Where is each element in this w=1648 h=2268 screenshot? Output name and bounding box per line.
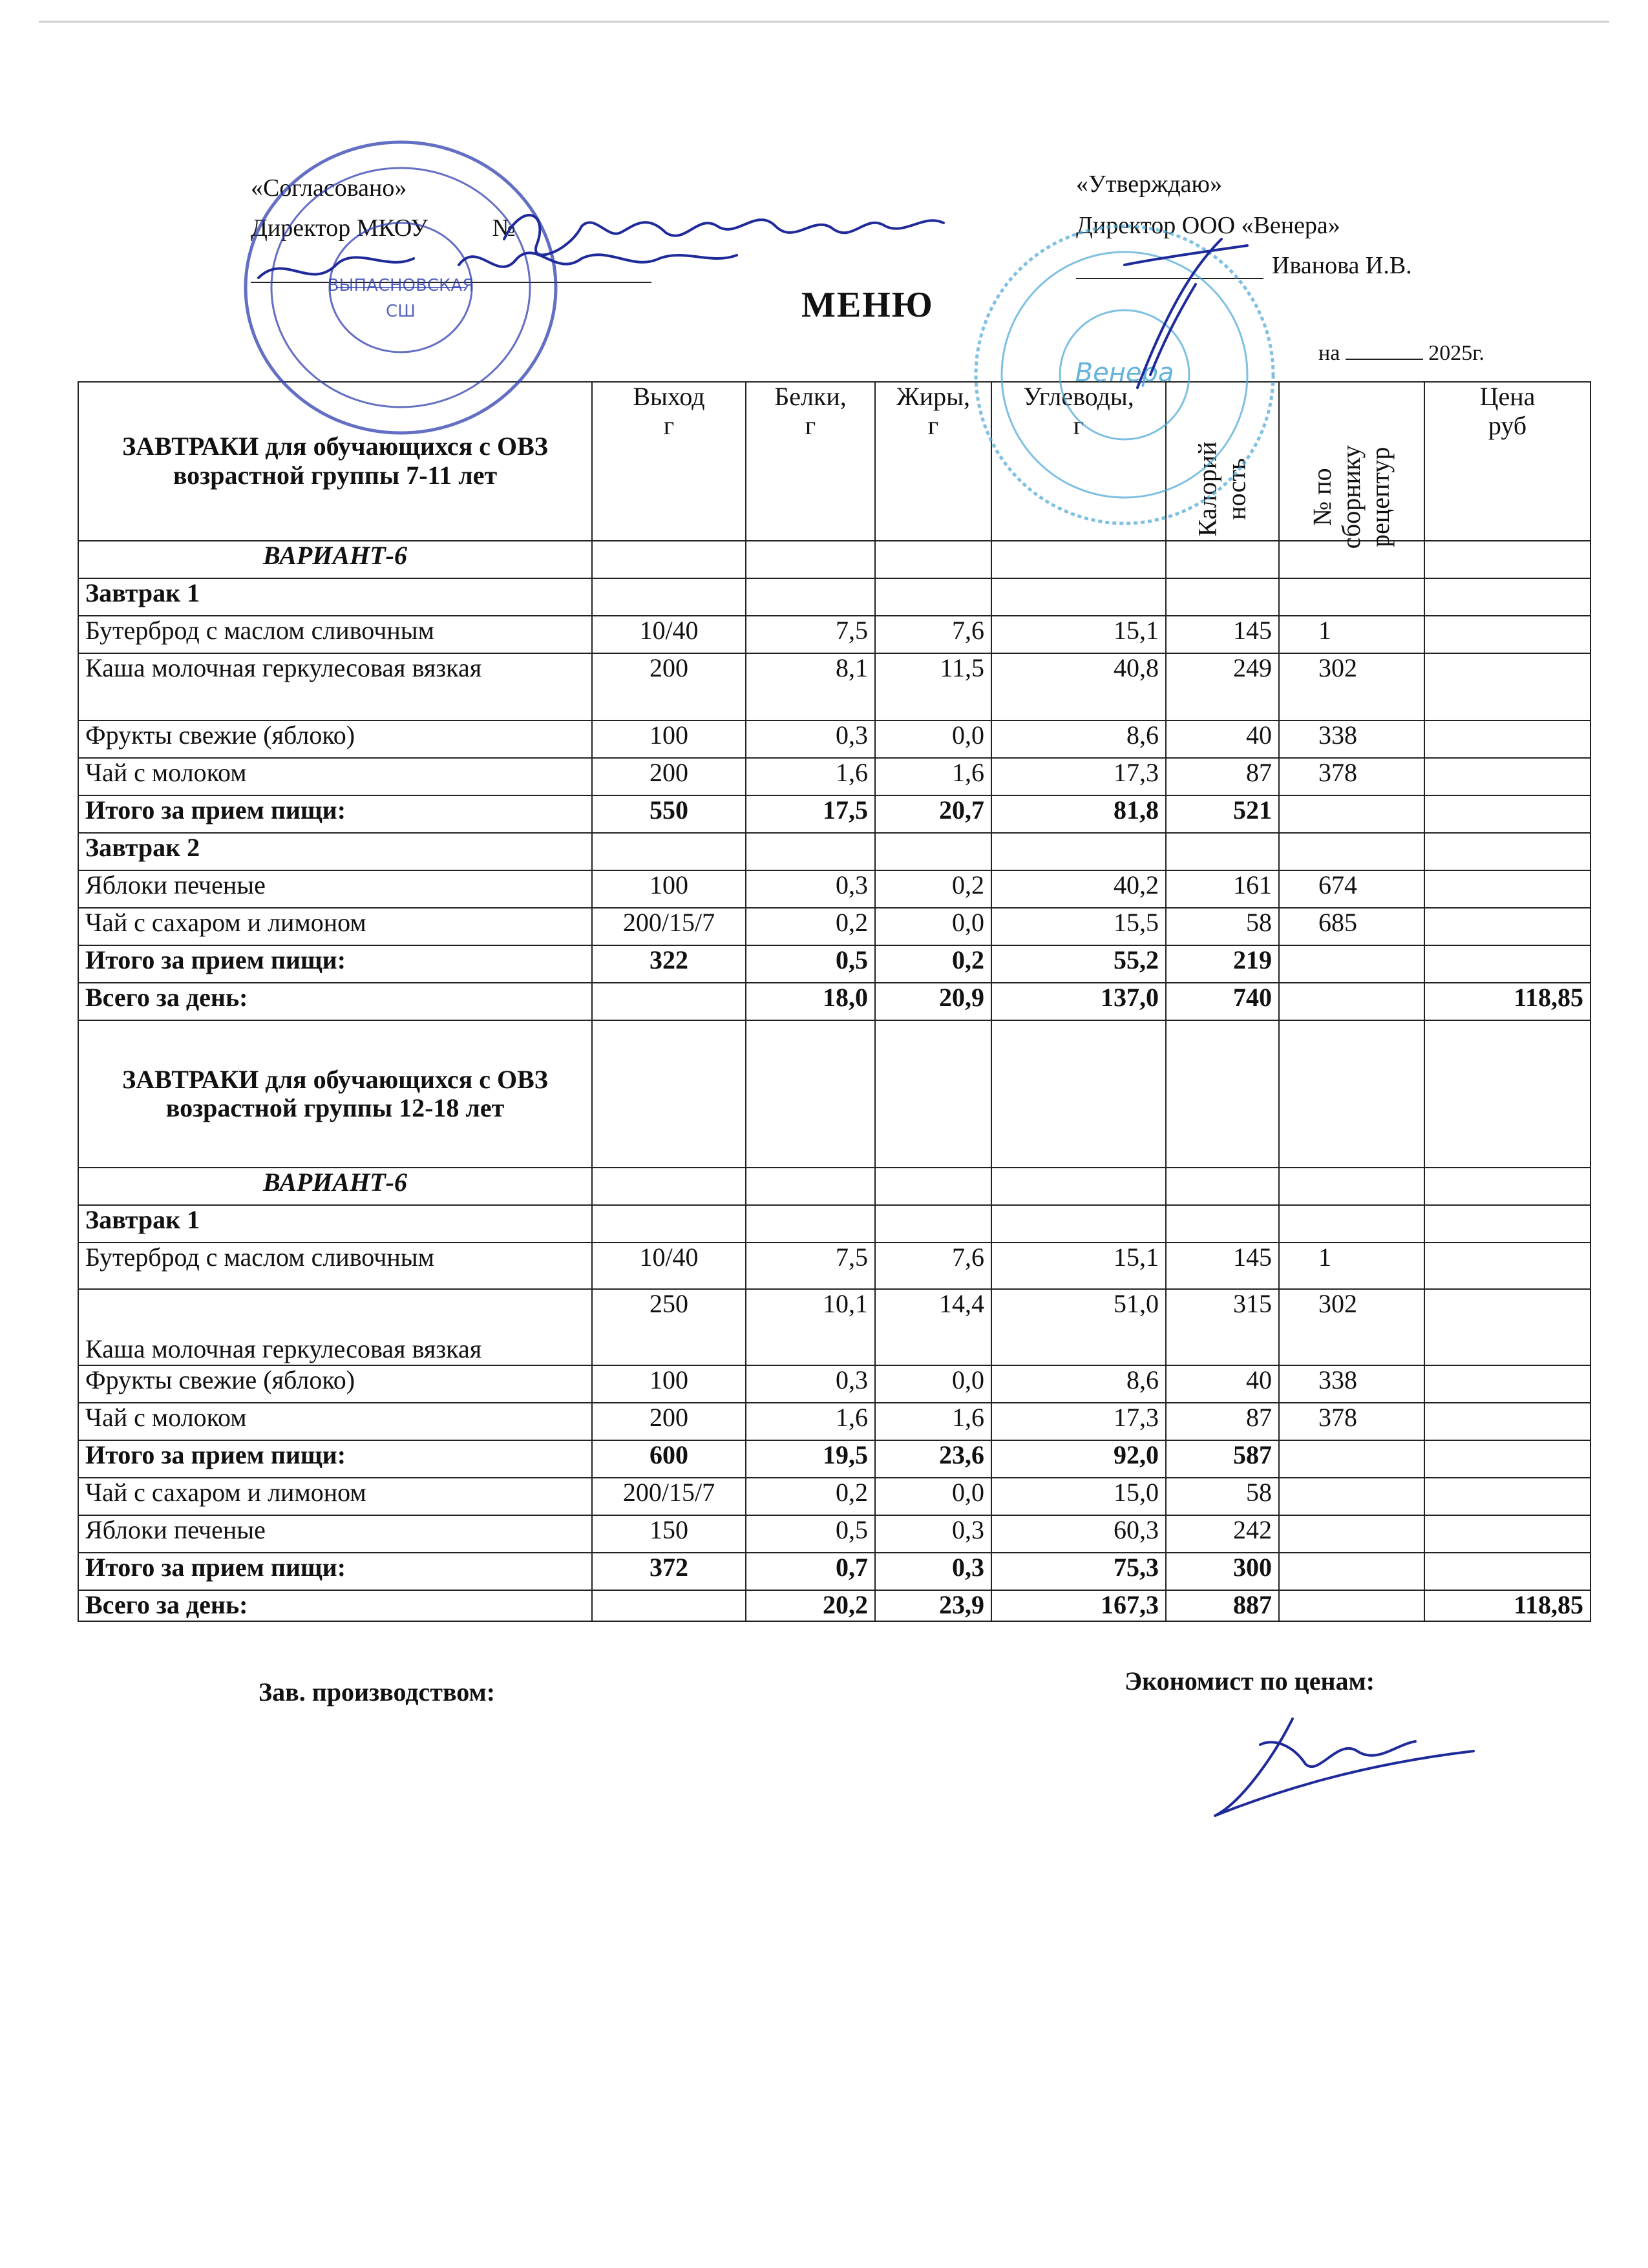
approved-director: Директор ООО «Венера» (1076, 212, 1340, 239)
approved-label: «Утверждаю» (1076, 171, 1222, 198)
table-row: Фрукты свежие (яблоко) 100 0,3 0,0 8,6 40 338 (78, 720, 1590, 758)
meal-total-row: Итого за прием пищи: 600 19,5 23,6 92,0 587 (78, 1440, 1590, 1478)
meal-total-row: Итого за прием пищи: 550 17,5 20,7 81,8 521 (78, 795, 1590, 833)
menu-table (78, 381, 1591, 1622)
meal-total-row: Итого за прием пищи: 372 0,7 0,3 75,3 300 (78, 1553, 1590, 1590)
table-row: Яблоки печеные 150 0,5 0,3 60,3 242 (78, 1515, 1590, 1553)
table-row: Фрукты свежие (яблоко) 100 0,3 0,0 8,6 40 338 (78, 1365, 1590, 1403)
variant-row (78, 1168, 1590, 1205)
col-protein: Белки, г (746, 382, 875, 541)
approved-name: Иванова И.В. (1272, 252, 1412, 279)
agreed-label: «Согласовано» (251, 174, 407, 202)
col-calories: Калорий ность (1166, 382, 1279, 541)
menu-date: на 2025г. (1318, 341, 1484, 365)
agreed-director: Директор МКОУ № (251, 215, 516, 242)
section-12-18-heading: ЗАВТРАКИ для обучающихся с ОВЗ возрастной группы 12-18 лет (78, 1020, 592, 1168)
table-row: Каша молочная геркулесовая вязкая 200 8,1 11,5 40,8 249 302 (78, 653, 1590, 720)
breakfast-2-label: Завтрак 2 (78, 833, 592, 870)
day-total-row: Всего за день: 18,0 20,9 137,0 740 118,85 (78, 983, 1590, 1020)
col-fat: Жиры, г (875, 382, 991, 541)
meal-row (78, 833, 1590, 870)
variant-label: ВАРИАНТ-6 (78, 541, 592, 578)
page-title: МЕНЮ (801, 285, 934, 325)
breakfast-1-label: Завтрак 1 (78, 578, 592, 616)
breakfast-1-label: Завтрак 1 (78, 1205, 592, 1243)
col-price: Цена руб (1424, 382, 1590, 541)
meal-total-row: Итого за прием пищи: 322 0,5 0,2 55,2 219 (78, 945, 1590, 983)
handwritten-signature-left (246, 174, 1086, 304)
footer-production-head: Зав. производством: (259, 1677, 496, 1706)
meal-row (78, 578, 1590, 616)
scan-top-edge (39, 21, 1609, 23)
col-output: Выход г (592, 382, 746, 541)
svg-text:Венера: Венера (1075, 358, 1174, 388)
table-row: Чай с сахаром и лимоном 200/15/7 0,2 0,0 15,5 58 685 (78, 908, 1590, 945)
table-row: Бутерброд с маслом сливочным 10/40 7,5 7,6 15,1 145 1 (78, 1243, 1590, 1289)
svg-text:СШ: СШ (386, 302, 416, 321)
footer-economist: Экономист по ценам: (1125, 1666, 1375, 1696)
col-recipe-no: № по сборнику рецептур (1279, 382, 1424, 541)
table-row: Чай с молоком 200 1,6 1,6 17,3 87 378 (78, 758, 1590, 795)
table-row: Чай с сахаром и лимоном 200/15/7 0,2 0,0 15,0 58 (78, 1478, 1590, 1515)
day-total-row: Всего за день: 20,2 23,9 167,3 887 118,85 (78, 1590, 1590, 1621)
handwritten-signature-economist (1202, 1706, 1486, 1835)
table-row: Бутерброд с маслом сливочным 10/40 7,5 7,6 15,1 145 1 (78, 616, 1590, 653)
section-7-11-heading: ЗАВТРАКИ для обучающихся с ОВЗ возрастной группы 7-11 лет (78, 382, 592, 541)
section-row (78, 1020, 1590, 1168)
col-carbs: Углеводы, г (991, 382, 1166, 541)
variant-label: ВАРИАНТ-6 (78, 1168, 592, 1205)
table-row: Каша молочная геркулесовая вязкая 250 10,1 14,4 51,0 315 302 (78, 1289, 1590, 1365)
table-row: Чай с молоком 200 1,6 1,6 17,3 87 378 (78, 1403, 1590, 1440)
meal-row (78, 1205, 1590, 1243)
table-row: Яблоки печеные 100 0,3 0,2 40,2 161 674 (78, 870, 1590, 908)
handwritten-signature-right (1099, 226, 1267, 407)
svg-text:ВЫПАСНОВСКАЯ: ВЫПАСНОВСКАЯ (327, 276, 474, 295)
